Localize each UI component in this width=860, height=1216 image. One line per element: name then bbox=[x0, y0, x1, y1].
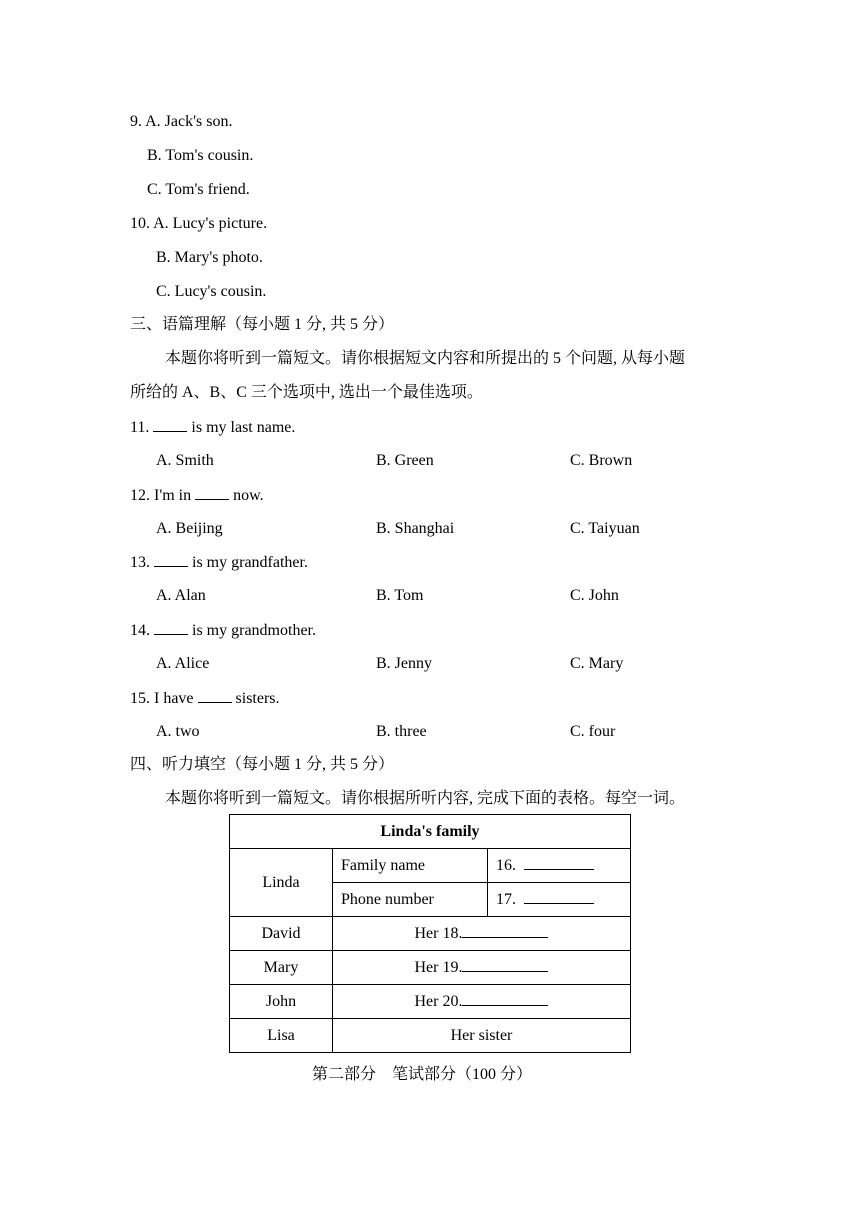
question-pre: 15. I have bbox=[130, 690, 194, 707]
section3-instruction-2: 所给的 A、B、C 三个选项中, 选出一个最佳选项。 bbox=[130, 384, 483, 401]
part2-heading: 第二部分 笔试部分（100 分） bbox=[312, 1066, 533, 1083]
option-10c: C. Lucy's cousin. bbox=[156, 283, 267, 300]
question-14 bbox=[130, 620, 316, 641]
question-pre: 12. I'm in bbox=[130, 487, 192, 504]
blank-number: 16. bbox=[496, 857, 516, 874]
q13-option-b: B. Tom bbox=[376, 587, 424, 604]
table-cell-phone-label: Phone number bbox=[333, 883, 488, 917]
question-13 bbox=[130, 552, 308, 573]
q14-option-c: C. Mary bbox=[570, 655, 624, 672]
option-10a: 10. A. Lucy's picture. bbox=[130, 215, 268, 232]
table-cell-family-name-blank bbox=[488, 849, 631, 883]
q15-option-c: C. four bbox=[570, 723, 616, 740]
q15-option-a: A. two bbox=[156, 723, 200, 740]
blank-number: 17. bbox=[496, 891, 516, 908]
table-cell-name: Mary bbox=[230, 951, 333, 985]
answer-blank bbox=[462, 991, 548, 1006]
question-post: is my last name. bbox=[191, 419, 296, 436]
value-text: Her 18. bbox=[414, 925, 463, 942]
linda-family-table bbox=[229, 814, 631, 1053]
section4-heading: 四、听力填空（每小题 1 分, 共 5 分） bbox=[130, 756, 395, 773]
value-text: Her 19. bbox=[414, 959, 463, 976]
q12-option-a: A. Beijing bbox=[156, 520, 223, 537]
section3-heading: 三、语篇理解（每小题 1 分, 共 5 分） bbox=[130, 316, 395, 333]
q15-option-b: B. three bbox=[376, 723, 427, 740]
question-post: is my grandmother. bbox=[192, 622, 316, 639]
answer-blank bbox=[153, 417, 187, 432]
q12-option-b: B. Shanghai bbox=[376, 520, 455, 537]
question-pre: 14. bbox=[130, 622, 150, 639]
answer-blank bbox=[154, 620, 188, 635]
question-11 bbox=[130, 417, 295, 438]
answer-blank bbox=[195, 485, 229, 500]
question-pre: 11. bbox=[130, 419, 150, 436]
section4-instruction: 本题你将听到一篇短文。请你根据所听内容, 完成下面的表格。每空一词。 bbox=[165, 790, 686, 807]
section3-instruction-1: 本题你将听到一篇短文。请你根据短文内容和所提出的 5 个问题, 从每小题 bbox=[165, 350, 686, 367]
answer-blank bbox=[198, 688, 232, 703]
table-cell-value bbox=[333, 951, 631, 985]
question-post: sisters. bbox=[235, 690, 280, 707]
table-cell-value: Her sister bbox=[333, 1019, 631, 1053]
q11-option-c: C. Brown bbox=[570, 452, 633, 469]
table-cell-value bbox=[333, 917, 631, 951]
table-cell-family-name-label: Family name bbox=[333, 849, 488, 883]
question-post: is my grandfather. bbox=[192, 554, 308, 571]
answer-blank bbox=[462, 957, 548, 972]
answer-blank bbox=[524, 855, 594, 870]
question-15 bbox=[130, 688, 280, 709]
q14-option-a: A. Alice bbox=[156, 655, 210, 672]
q13-option-a: A. Alan bbox=[156, 587, 206, 604]
table-cell-linda: Linda bbox=[230, 849, 333, 917]
option-9a: 9. A. Jack's son. bbox=[130, 113, 233, 130]
answer-blank bbox=[524, 889, 594, 904]
option-9c: C. Tom's friend. bbox=[147, 181, 250, 198]
q11-option-b: B. Green bbox=[376, 452, 434, 469]
question-pre: 13. bbox=[130, 554, 150, 571]
table-title: Linda's family bbox=[230, 815, 631, 849]
question-12 bbox=[130, 485, 264, 506]
table-cell-name: John bbox=[230, 985, 333, 1019]
answer-blank bbox=[462, 923, 548, 938]
option-10b: B. Mary's photo. bbox=[156, 249, 263, 266]
table-cell-value bbox=[333, 985, 631, 1019]
table-cell-name: David bbox=[230, 917, 333, 951]
q14-option-b: B. Jenny bbox=[376, 655, 432, 672]
q13-option-c: C. John bbox=[570, 587, 619, 604]
q12-option-c: C. Taiyuan bbox=[570, 520, 640, 537]
question-post: now. bbox=[233, 487, 264, 504]
q11-option-a: A. Smith bbox=[156, 452, 214, 469]
table-cell-phone-blank bbox=[488, 883, 631, 917]
option-9b: B. Tom's cousin. bbox=[147, 147, 254, 164]
value-text: Her 20. bbox=[414, 993, 463, 1010]
answer-blank bbox=[154, 552, 188, 567]
table-cell-name: Lisa bbox=[230, 1019, 333, 1053]
